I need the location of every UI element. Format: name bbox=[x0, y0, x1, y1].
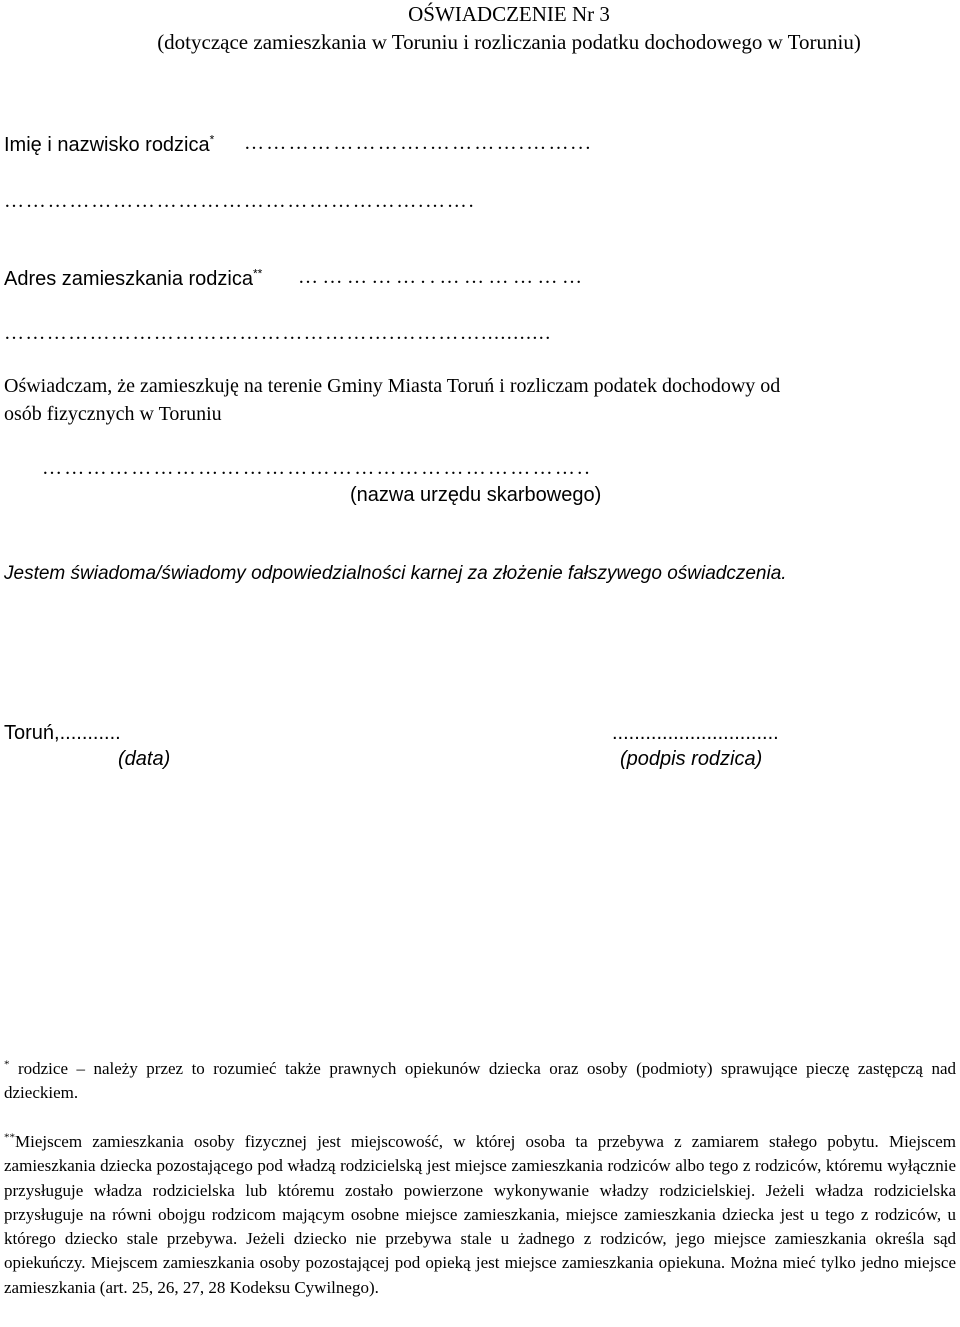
name-fill-line-2[interactable]: ………………………………………………….……. bbox=[4, 190, 476, 212]
footnote-1-text: rodzice – należy przez to rozumieć także prawnych opiekunów dziecka oraz osoby (podmioty) sprawujące pieczę zastępczą nad dzieckiem. bbox=[4, 1059, 956, 1103]
statement-line-1: Oświadczam, że zamieszkuję na terenie Gminy Miasta Toruń i rozliczam podatek dochodowy od bbox=[4, 375, 781, 397]
footnote-1-mark: * bbox=[4, 1058, 10, 1071]
date-caption: (data) bbox=[118, 748, 171, 770]
tax-office-caption: (nazwa urzędu skarbowego) bbox=[350, 484, 602, 506]
name-fill-line-1[interactable]: …………………….………….……... bbox=[244, 132, 593, 154]
address-label: Adres zamieszkania rodzica bbox=[4, 268, 253, 290]
footnote-1 bbox=[4, 1057, 956, 1106]
name-label: Imię i nazwisko rodzica bbox=[4, 134, 210, 156]
place-date-field[interactable]: Toruń,........... bbox=[4, 722, 121, 744]
signature-field[interactable]: .............................. bbox=[612, 722, 779, 744]
footnote-2-text: Miejscem zamieszkania osoby fizycznej jest miejscowość, w której osoba ta przebywa z zamiarem stałego pobytu. Miejscem zamieszkania dziecka pozostającego pod władzą rodzicielską jest miejsce zamieszkania rodziców albo tego z rodziców, któremu wyłącznie przysługuje władza rodzicielska lub któremu zostało powierzone wykonywanie władzy rodzicielskiej. Jeżeli władza rodzicielska przysługuje na równi obojgu rodzicom mającym osobne miejsce zamieszkania, miejsce zamieszkania dziecka jest u tego z rodziców, u którego dziecko stale przebywa. Jeżeli dziecko nie przebywa stale u żadnego z rodziców, jego miejsce zamieszkania określa sąd opiekuńczy. Miejscem zamieszkania osoby pozostającej pod opieką jest miejsce zamieszkania opiekuna. Można mieć tylko jedno miejsce zamieszkania (art. 25, 26, 27, 28 Kodeksu Cywilnego). bbox=[4, 1132, 956, 1297]
signature-caption: (podpis rodzica) bbox=[620, 748, 763, 770]
footnote-2 bbox=[4, 1130, 956, 1300]
address-footnote-mark: ** bbox=[253, 266, 263, 281]
tax-office-fill-line[interactable]: ……………………………………………………………….. bbox=[42, 457, 592, 479]
name-field-row bbox=[4, 132, 214, 158]
responsibility-statement: Jestem świadoma/świadomy odpowiedzialności karnej za złożenie fałszywego oświadczenia. bbox=[4, 563, 787, 584]
address-fill-line-1[interactable]: ……………..……………… bbox=[298, 266, 587, 288]
address-fill-line-2[interactable]: ……………………………………………….…………........... bbox=[4, 322, 552, 344]
statement-line-2: osób fizycznych w Toruniu bbox=[4, 403, 222, 425]
document-subtitle: (dotyczące zamieszkania w Toruniu i rozliczania podatku dochodowego w Toruniu) bbox=[157, 30, 861, 54]
document-title: OŚWIADCZENIE Nr 3 bbox=[408, 2, 610, 26]
address-field-row bbox=[4, 266, 262, 292]
name-footnote-mark: * bbox=[209, 132, 215, 147]
footnote-2-mark: ** bbox=[4, 1131, 15, 1144]
